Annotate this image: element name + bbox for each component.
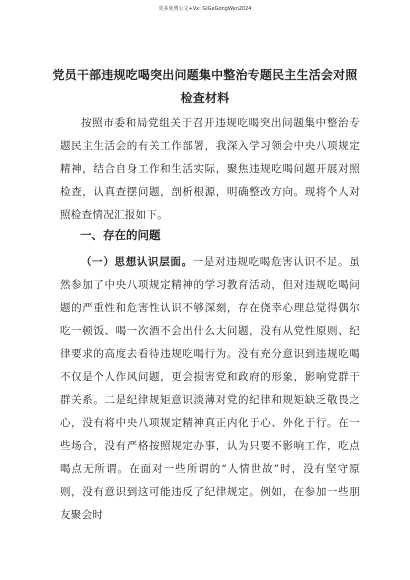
intro-paragraph: 按照市委和局党组关于召开违规吃喝突出问题集中整治专题民主生活会的有关工作部署，我深入学习领会中央八项规定精神，结合自身工作和生活实际，聚焦违规吃喝问题开展对照检查，认真查摆问题，剖析根源，明确整改方向。现将个人对照检查情况汇报如下。: [60, 117, 360, 221]
subsection-heading: （一）思想认识层面。: [81, 256, 193, 268]
subsection-paragraph: [60, 251, 360, 527]
document-title-line-1: 党员干部违规吃喝突出问题集中整治专题民主生活会对照: [52, 68, 358, 82]
header-note: 更多免费公文+Vx: GiGeGongWen2024: [158, 6, 252, 12]
document-title-line-2: 检查材料: [180, 91, 230, 105]
subsection-body: 一是对违规吃喝危害认识不足。虽然参加了中央八项规定精神的学习教育活动，但对违规吃喝问题的严重性和危害性认识不够深刻，存在侥幸心理总觉得偶尔吃一顿饭、喝一次酒不会出什么大问题，没有从党性原则、纪律要求的高度去看待违规吃喝行为。没有充分意识到违规吃喝不仅是个人作风问题，更会损害党和政府的形象，影响党群干群关系。二是纪律规矩意识淡薄对党的纪律和规矩缺乏敬畏之心，没有将中央八项规定精神真正内化于心、外化于行。在一些场合，没有严格按照规定办事，认为只要不影响工作，吃点喝点无所谓。在面对一些所谓的“人情世故”时，没有坚守原则，没有意识到这可能违反了纪律规定。例如，在参加一些朋友聚会时: [60, 256, 360, 521]
section-heading: 一、存在的问题: [80, 228, 161, 242]
